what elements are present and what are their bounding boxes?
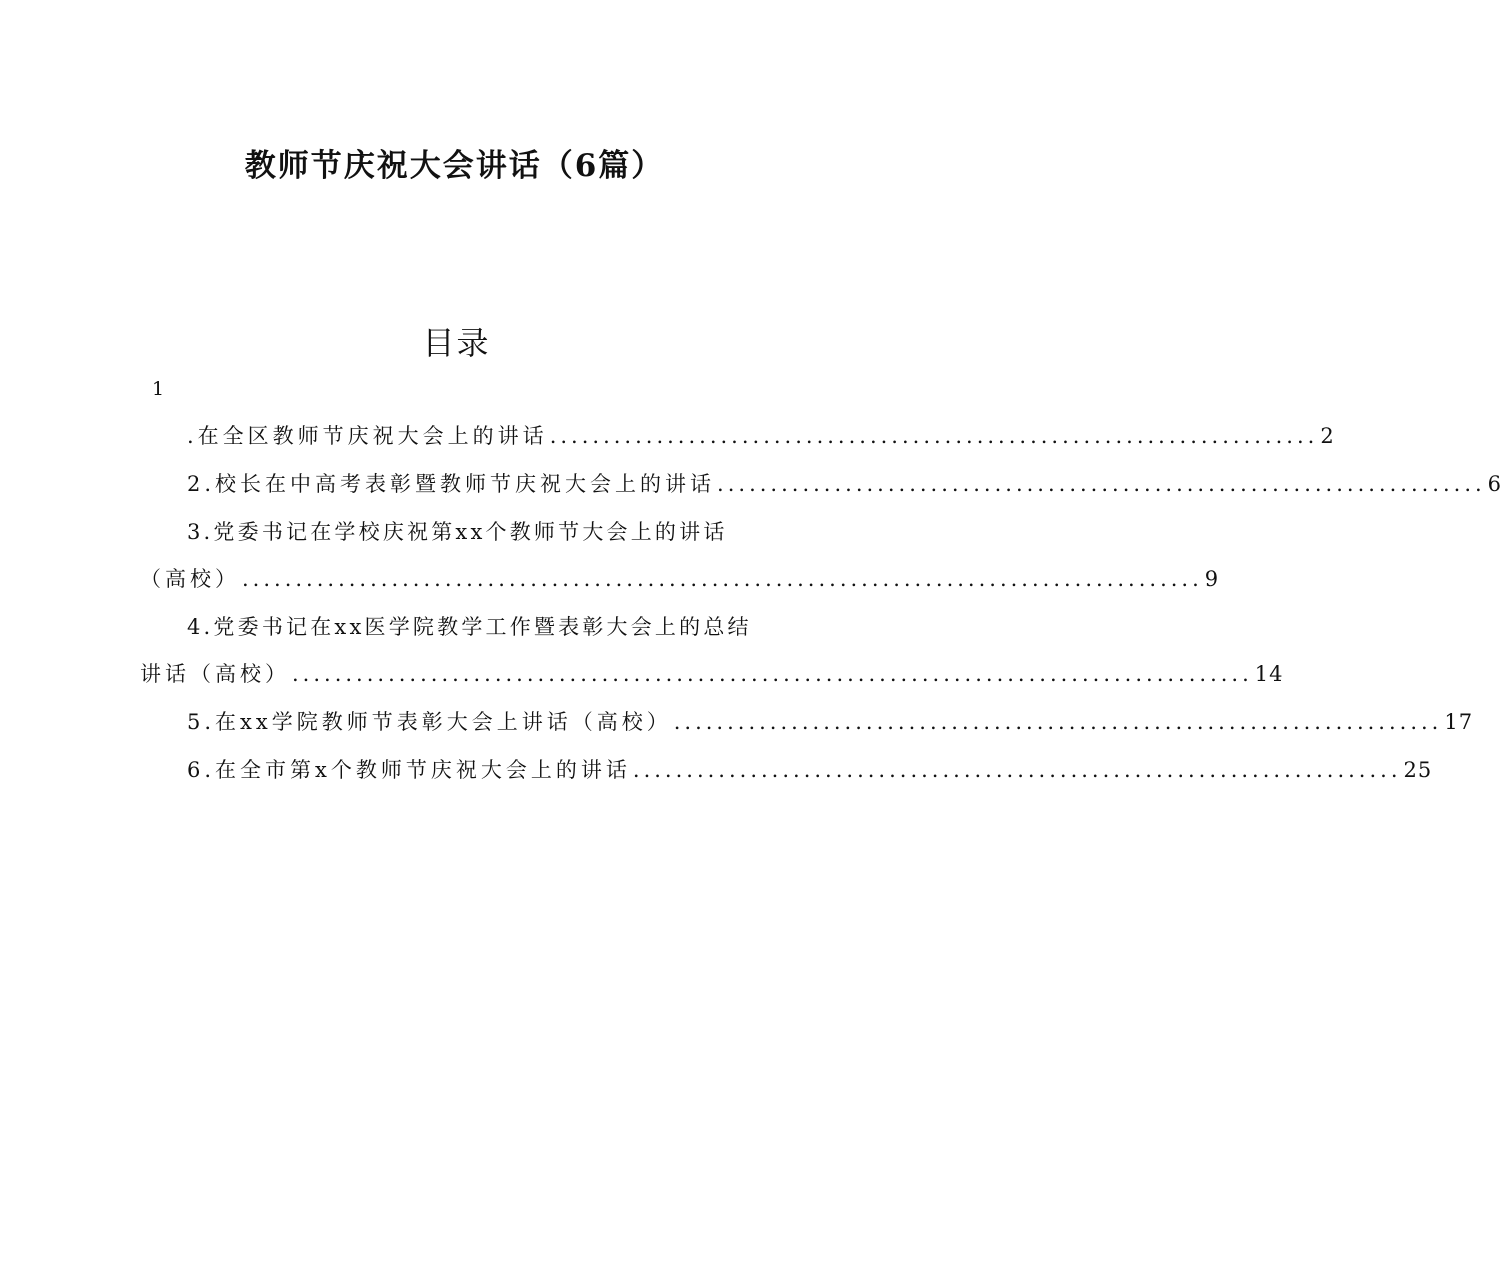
toc-entry-6-page: 25 bbox=[1403, 758, 1433, 782]
toc-entry-4-page: 14 bbox=[1254, 662, 1284, 686]
toc-entry-2-title: 2.校长在中高考表彰暨教师节庆祝大会上的讲话 bbox=[187, 472, 716, 496]
toc-entry-4-title-cont: 讲话（高校） bbox=[140, 662, 290, 686]
document-title: 教师节庆祝大会讲话（6篇） bbox=[244, 148, 665, 184]
toc-leader-dots: ........................................................................ bbox=[632, 758, 1402, 782]
toc-entry-1-title: .在全区教师节庆祝大会上的讲话 bbox=[187, 424, 548, 448]
toc-entry-4-line1[interactable]: 4.党委书记在xx医学院教学工作暨表彰大会上的总结 bbox=[187, 615, 752, 639]
toc-entry-5-title: 5.在xx学院教师节表彰大会上讲话（高校） bbox=[187, 710, 672, 734]
toc-entry-5-page: 17 bbox=[1444, 710, 1474, 734]
toc-entry-1[interactable] bbox=[187, 421, 1335, 451]
toc-leader-dots: ........................................................................ bbox=[549, 424, 1319, 448]
toc-entry-6-title: 6.在全市第x个教师节庆祝大会上的讲话 bbox=[187, 758, 631, 782]
toc-leader-dots: .......................................................................................... bbox=[242, 567, 1203, 591]
stray-page-number: 1 bbox=[152, 378, 165, 400]
toc-entry-3-title-cont: （高校） bbox=[140, 567, 240, 591]
toc-entry-5[interactable] bbox=[187, 707, 1474, 737]
toc-entry-6[interactable] bbox=[187, 755, 1433, 785]
toc-entry-4-line2[interactable] bbox=[140, 659, 1284, 689]
toc-leader-dots: .......................................................................................... bbox=[292, 662, 1253, 686]
toc-leader-dots: ........................................................................ bbox=[673, 710, 1443, 734]
toc-entry-3-page: 9 bbox=[1204, 567, 1220, 591]
toc-entry-2-page: 6 bbox=[1487, 472, 1502, 496]
toc-entry-3-line1[interactable]: 3.党委书记在学校庆祝第xx个教师节大会上的讲话 bbox=[187, 520, 728, 544]
toc-entry-1-page: 2 bbox=[1320, 424, 1335, 448]
toc-leader-dots: ........................................................................ bbox=[717, 472, 1486, 496]
toc-heading: 目录 bbox=[422, 324, 491, 362]
toc-entry-2[interactable] bbox=[187, 469, 1502, 499]
toc-entry-3-line2[interactable] bbox=[140, 564, 1220, 594]
